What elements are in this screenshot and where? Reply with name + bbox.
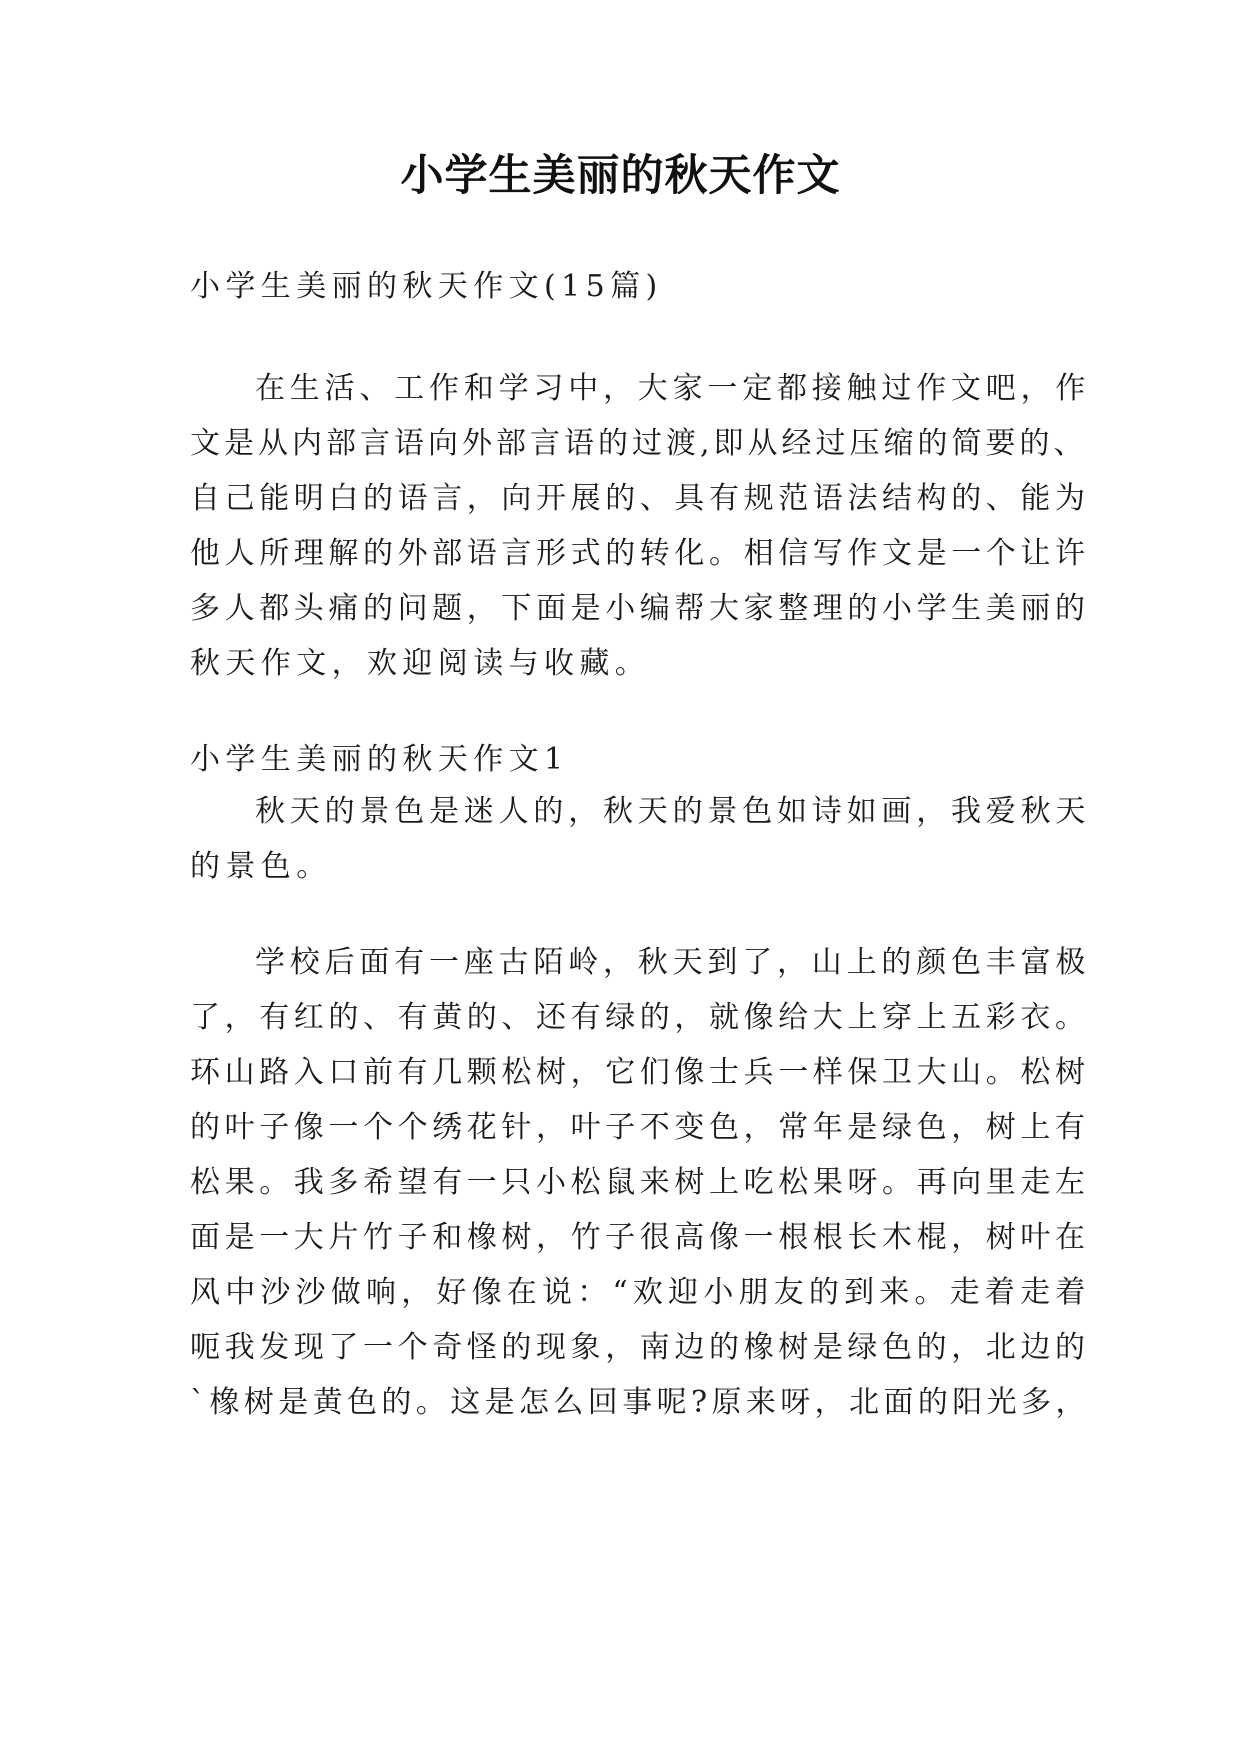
body-line: 的叶子像一个个绣花针，叶子不变色，常年是绿色，树上有 [190,1110,1090,1145]
document-title: 小学生美丽的秋天作文 [400,151,841,201]
intro-line: 他人所理解的外部语言形式的转化。相信写作文是一个让许 [190,536,1090,571]
intro-line: 秋天作文，欢迎阅读与收藏。 [190,646,651,681]
body-line: 呃我发现了一个奇怪的现象，南边的橡树是绿色的，北边的 [190,1330,1090,1365]
body-line: 秋天的景色是迷人的，秋天的景色如诗如画，我爱秋天 [255,794,1091,829]
body-line: 了，有红的、有黄的、还有绿的，就像给大上穿上五彩衣。 [190,1000,1090,1035]
body-line: 风中沙沙做响，好像在说：“欢迎小朋友的到来。走着走着 [190,1275,1091,1310]
intro-line: 自己能明白的语言，向开展的、具有规范语法结构的、能为 [190,481,1090,516]
body-line: 松果。我多希望有一只小松鼠来树上吃松果呀。再向里走左 [190,1165,1090,1200]
intro-line: 在生活、工作和学习中，大家一定都接触过作文吧，作 [255,371,1091,406]
section-heading: 小学生美丽的秋天作文1 [190,742,569,777]
body-line: 环山路入口前有几颗松树，它们像士兵一样保卫大山。松树 [190,1055,1090,1090]
body-line: `橡树是黄色的。这是怎么回事呢?原来呀，北面的阳光多， [190,1385,1090,1420]
body-line: 面是一大片竹子和橡树，竹子很高像一根根长木棍，树叶在 [190,1220,1090,1255]
body-line: 的景色。 [190,849,332,884]
body-line: 学校后面有一座古陌岭，秋天到了，山上的颜色丰富极 [255,945,1091,980]
document-subtitle: 小学生美丽的秋天作文(15篇) [190,269,663,304]
intro-line: 多人都头痛的问题，下面是小编帮大家整理的小学生美丽的 [190,591,1090,626]
intro-line: 文是从内部言语向外部言语的过渡,即从经过压缩的简要的、 [190,426,1088,461]
